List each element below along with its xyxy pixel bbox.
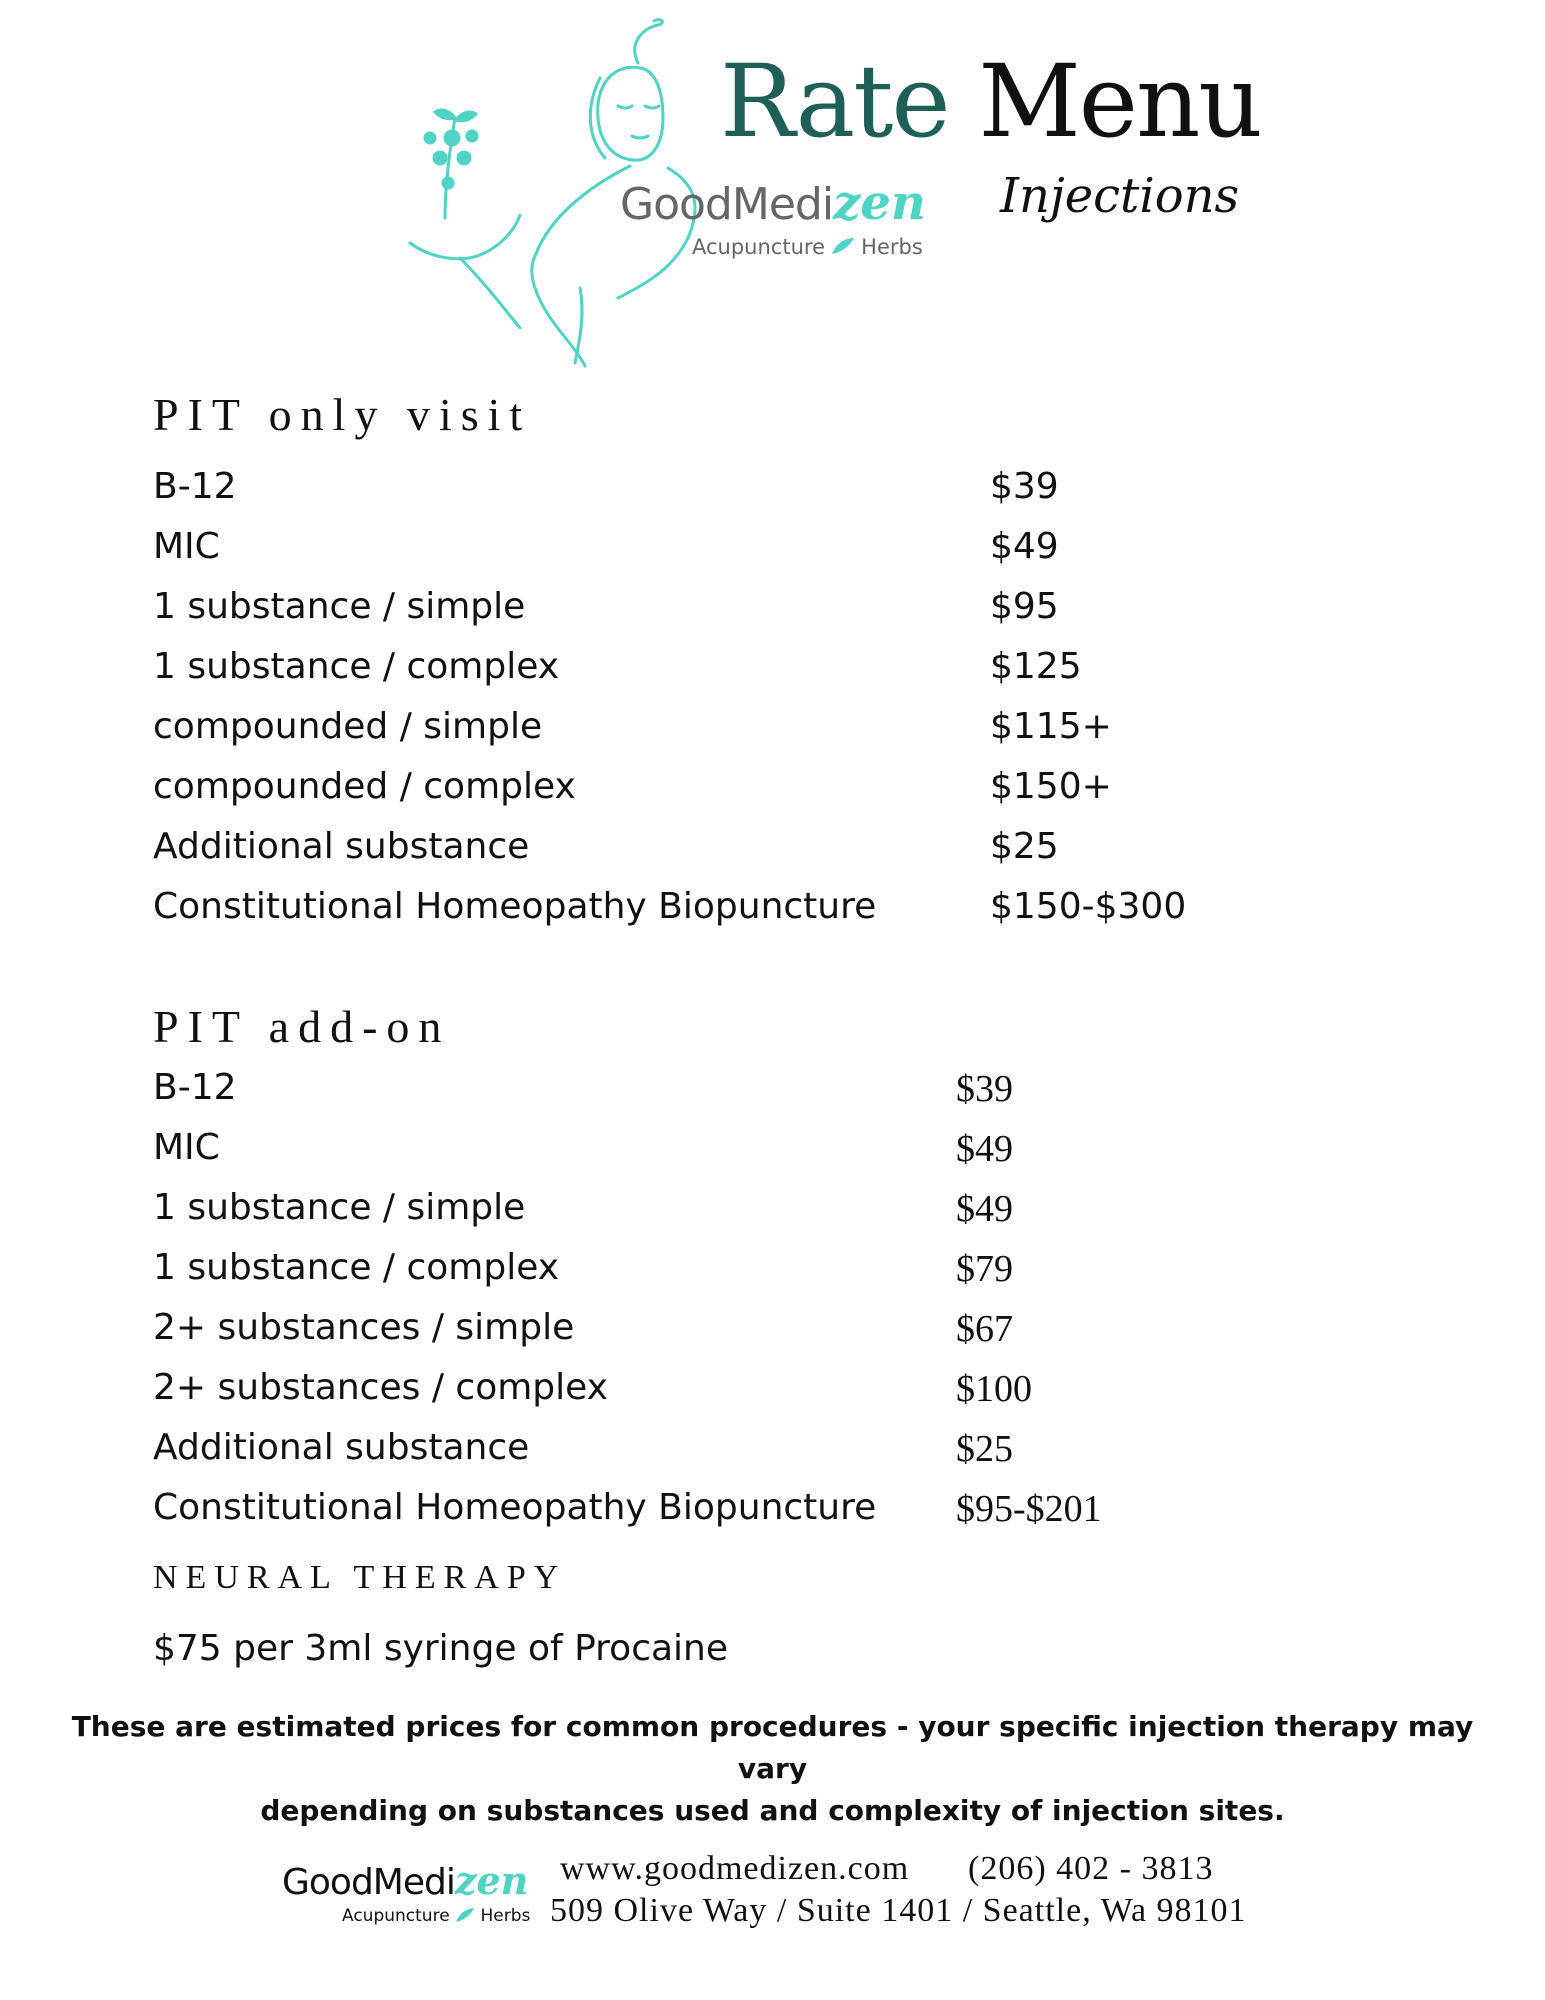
footer-website-link[interactable]: www.goodmedizen.com: [560, 1850, 910, 1887]
brand-wordmark: [620, 175, 940, 265]
item-label: 2+ substances / simple: [153, 1307, 575, 1348]
footer-brand-logo: [282, 1858, 542, 1938]
list-item: [0, 1247, 1545, 1310]
footer-phone[interactable]: (206) 402 - 3813: [968, 1850, 1214, 1887]
item-price: $115+: [990, 706, 1112, 747]
neural-therapy-price: $75 per 3ml syringe of Procaine: [153, 1628, 729, 1669]
list-item: [0, 646, 1545, 709]
page-title: [720, 43, 1261, 160]
list-item: [0, 1127, 1545, 1190]
footer-brand-accent: zen: [454, 1858, 529, 1903]
item-label: 1 substance / complex: [153, 646, 560, 687]
list-item: [0, 466, 1545, 529]
footer-address: 509 Olive Way / Suite 1401 / Seattle, Wa 98101: [550, 1892, 1247, 1929]
list-item: [0, 586, 1545, 649]
list-item: [0, 526, 1545, 589]
item-price: $39: [990, 466, 1059, 507]
title-word-rate: Rate: [720, 43, 949, 160]
disclaimer-line-1: These are estimated prices for common procedures - your specific injection therapy may vary: [71, 1710, 1474, 1785]
footer-brand-sub-right: Herbs: [480, 1906, 531, 1926]
brand-sub-right: Herbs: [861, 235, 923, 259]
item-price: $39: [956, 1068, 1013, 1110]
item-label: 1 substance / simple: [153, 586, 526, 627]
item-label: 2+ substances / complex: [153, 1367, 608, 1408]
item-price: $25: [990, 826, 1059, 867]
leaf-icon: [455, 1907, 475, 1923]
brand-name-accent: zen: [833, 175, 926, 231]
item-label: Constitutional Homeopathy Biopuncture: [153, 886, 877, 927]
list-item: [0, 766, 1545, 829]
brand-name-main: GoodMedi: [620, 179, 834, 230]
footer-brand-main: GoodMedi: [282, 1862, 455, 1903]
item-label: Additional substance: [153, 1427, 530, 1468]
list-item: [0, 1067, 1545, 1130]
item-label: 1 substance / complex: [153, 1247, 560, 1288]
item-label: Additional substance: [153, 826, 530, 867]
list-item: [0, 826, 1545, 889]
item-label: 1 substance / simple: [153, 1187, 526, 1228]
item-price: $95: [990, 586, 1059, 627]
item-label: B-12: [153, 1067, 237, 1108]
item-label: Constitutional Homeopathy Biopuncture: [153, 1487, 877, 1528]
page-subtitle: Injections: [1000, 168, 1240, 224]
list-item: [0, 1187, 1545, 1250]
item-price: $67: [956, 1308, 1013, 1350]
section-heading-neural-therapy: NEURAL THERAPY: [153, 1559, 567, 1596]
item-price: $100: [956, 1368, 1032, 1410]
list-item: [0, 706, 1545, 769]
list-item: [0, 1367, 1545, 1430]
section-heading-pit-only: PIT only visit: [153, 389, 532, 440]
item-price: $125: [990, 646, 1082, 687]
item-label: MIC: [153, 1127, 220, 1168]
section-heading-pit-addon: PIT add-on: [153, 1001, 451, 1052]
title-word-menu: Menu: [978, 43, 1261, 160]
item-label: B-12: [153, 466, 237, 507]
list-item: [0, 1427, 1545, 1490]
item-label: MIC: [153, 526, 220, 567]
item-price: $49: [990, 526, 1059, 567]
item-price: $49: [956, 1188, 1013, 1230]
item-price: $150-$300: [990, 886, 1187, 927]
brand-sub-left: Acupuncture: [692, 235, 825, 259]
list-item: [0, 1307, 1545, 1370]
item-price: $79: [956, 1248, 1013, 1290]
item-price: $25: [956, 1428, 1013, 1470]
item-price: $49: [956, 1128, 1013, 1170]
item-label: compounded / simple: [153, 706, 543, 747]
disclaimer: [60, 1706, 1485, 1832]
item-price: $95-$201: [956, 1488, 1102, 1530]
footer-brand-sub-left: Acupuncture: [342, 1906, 450, 1926]
list-item: [0, 1487, 1545, 1550]
item-price: $150+: [990, 766, 1112, 807]
disclaimer-line-2: depending on substances used and complexity of injection sites.: [260, 1794, 1285, 1827]
item-label: compounded / complex: [153, 766, 576, 807]
leaf-icon: [830, 236, 856, 256]
list-item: [0, 886, 1545, 949]
